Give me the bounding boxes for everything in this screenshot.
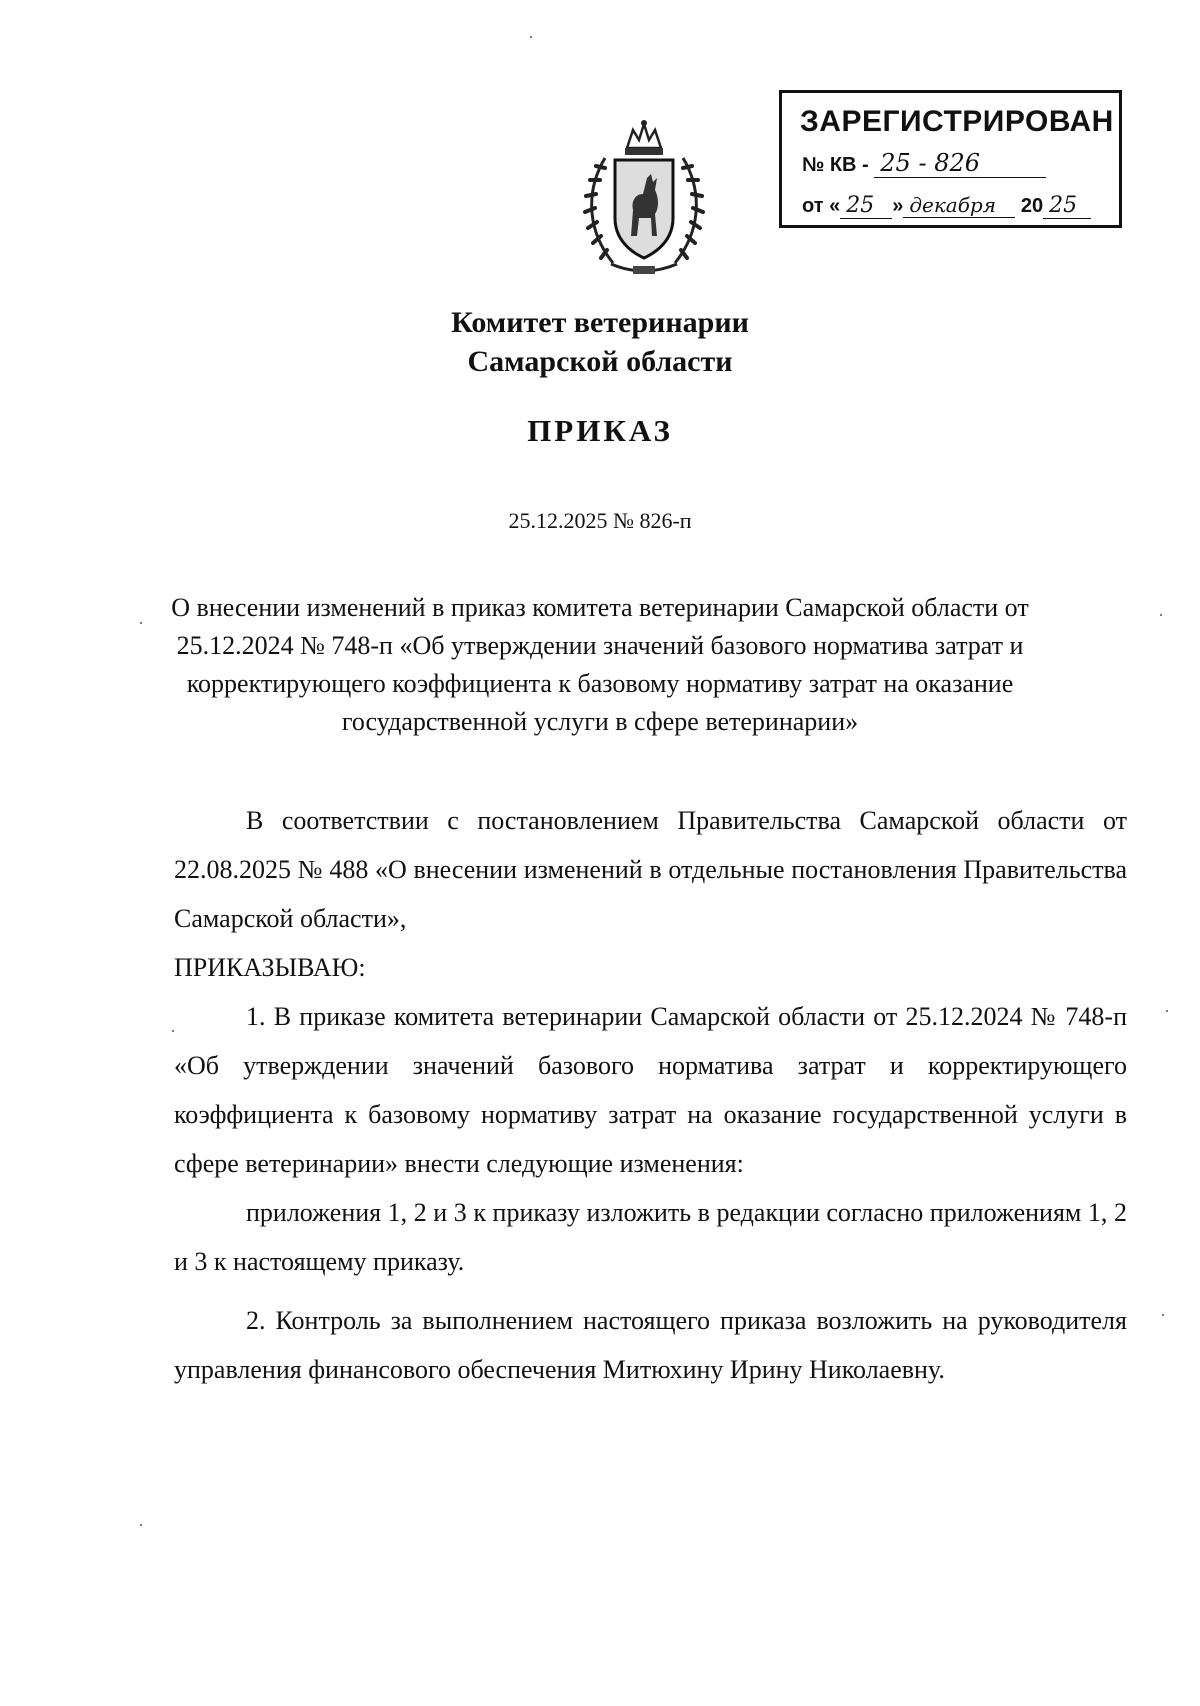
scan-speck — [530, 36, 532, 38]
scan-speck — [1162, 1314, 1164, 1316]
stamp-date-prefix: от « — [802, 195, 841, 217]
scan-speck — [172, 1030, 174, 1032]
stamp-year-handwritten: 25 — [1043, 193, 1091, 219]
scan-speck — [140, 622, 142, 624]
samara-coat-of-arms-icon — [575, 118, 713, 280]
document-number: 25.12.2025 № 826-п — [508, 508, 692, 533]
document-type: ПРИКАЗ — [527, 413, 673, 448]
title-line: 25.12.2024 № 748-п «Об утверждении значений базового норматива затрат и — [176, 631, 1024, 660]
stamp-day-handwritten: 25 — [840, 193, 892, 219]
organization-name-line2: Самарской области — [467, 345, 733, 378]
stamp-number-prefix: № КВ - — [802, 154, 869, 176]
preamble-paragraph: В соответствии с постановлением Правительства Самарской области от 22.08.2025 № 488 «О внесении изменений в отдельные постановления Правительства Самарской области», — [174, 806, 1127, 933]
stamp-number-handwritten: 25 - 826 — [874, 149, 1046, 178]
title-line: корректирующего коэффициента к базовому нормативу затрат на оказание — [186, 669, 1014, 698]
item-1-paragraph: 1. В приказе комитета ветеринарии Самарской области от 25.12.2024 № 748-п «Об утверждении значений базового норматива затрат и корректирующего коэффициента к базовому нормативу затрат на оказание государственной услуги в сфере ветеринарии» внести следующие изменения: — [174, 1002, 1127, 1178]
stamp-date-line — [802, 193, 1091, 219]
stamp-day-close: » — [892, 195, 904, 217]
item-2-paragraph: 2. Контроль за выполнением настоящего приказа возложить на руководителя управления финансового обеспечения Митюхину Ирину Николаевну. — [174, 1306, 1127, 1384]
title-line: О внесении изменений в приказ комитета ветеринарии Самарской области от — [171, 593, 1029, 622]
scan-speck — [1160, 614, 1162, 616]
stamp-title: ЗАРЕГИСТРИРОВАН — [800, 105, 1114, 138]
order-word: ПРИКАЗЫВАЮ: — [174, 953, 366, 982]
registration-stamp — [779, 90, 1122, 228]
stamp-month-handwritten: декабря — [903, 193, 1015, 218]
stamp-year-prefix: 20 — [1020, 195, 1044, 217]
document-body — [174, 796, 1127, 1394]
document-title — [140, 589, 1060, 741]
scan-speck — [1166, 1010, 1168, 1012]
stamp-number-line — [802, 149, 1046, 178]
organization-name-line1: Комитет ветеринарии — [451, 306, 749, 339]
item-1-sub-paragraph: приложения 1, 2 и 3 к приказу изложить в редакции согласно приложениям 1, 2 и 3 к настоящему приказу. — [174, 1198, 1127, 1276]
title-line: государственной услуги в сфере ветеринарии» — [341, 707, 859, 736]
scan-speck — [140, 1524, 142, 1526]
